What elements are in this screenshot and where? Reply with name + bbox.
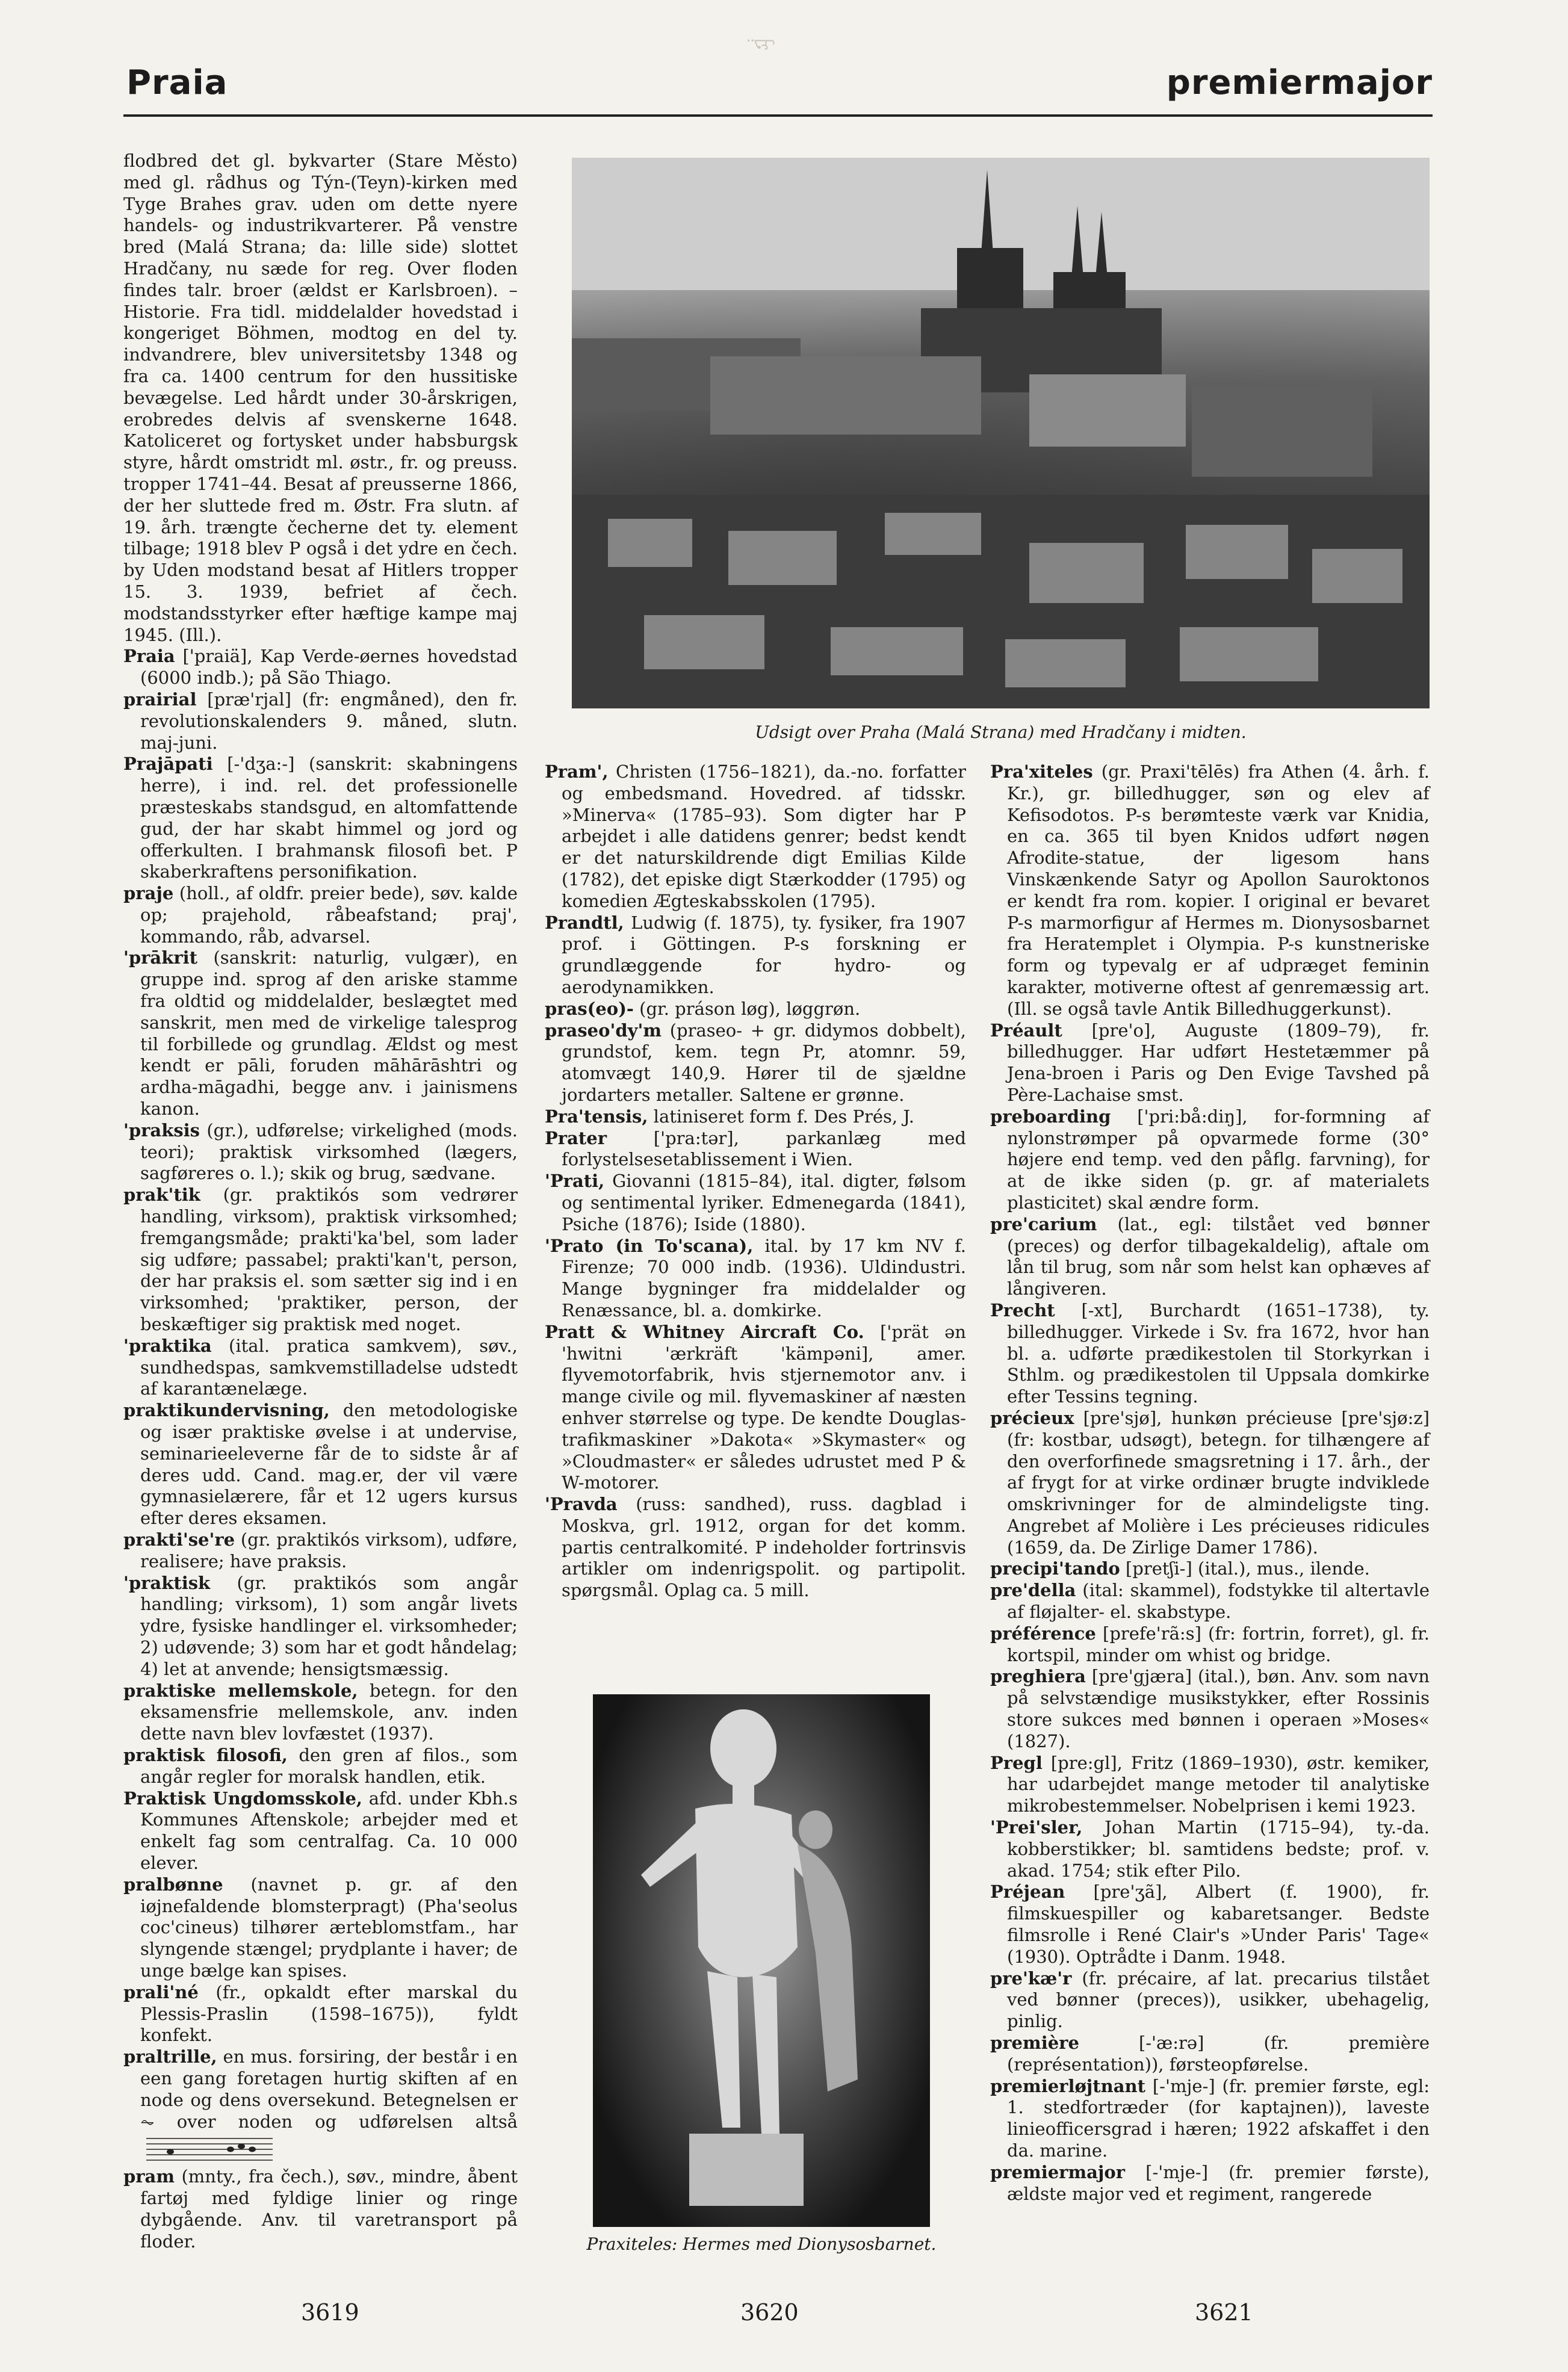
- music-notation: [146, 2132, 273, 2166]
- entry-text: (praseo- + gr. didymos dobbelt), grundstof, kem. tegn Pr, atomnr. 59, atomvægt 140,9. Hører til de sjældne jordarters metaller. Saltene er grønne.: [562, 1020, 966, 1105]
- entry-text: Christen (1756–1821), da.-no. forfatter og embedsmand. Hovedred. af tidsskr. »Minerva« (1785–93). Som digter har P arbejdet i alle datidens genrer; bedst kendt er det naturskildrende digt Emilias Kilde (1782), det episke digt Stærkodder (1795) og komedien Ægteskabsskolen (1795).: [562, 761, 966, 911]
- entry-headword: pre'kæ'r: [990, 1968, 1072, 1989]
- page-number-1: 3619: [301, 2299, 359, 2326]
- entry-text: (holl., af oldfr. preier bede), søv. kalde op; prajehold, råbeafstand; praj', kommando, råb, advarsel.: [140, 883, 518, 947]
- entry: [123, 689, 518, 754]
- entry: [123, 1982, 518, 2046]
- entry-text: (fr. précaire, af lat. precarius tilstået ved bønner (preces)), usikker, ubehagelig, pinlig.: [1007, 1968, 1430, 2032]
- entry: [123, 947, 518, 1119]
- entry-headword: Praia: [123, 646, 175, 667]
- entry: [545, 1128, 966, 1171]
- entry-headword: praltrille,: [123, 2046, 217, 2067]
- entry-text: ['pra:tər], parkanlæg med forlystelsesetablissement i Wien.: [562, 1127, 966, 1170]
- entry-headword: 'Pravda: [545, 1494, 618, 1515]
- entry-text: (gr.), udførelse; virkelighed (mods. teori); praktisk virksomhed (lægers, sagføreres o. l.); skik og brug, sædvane.: [140, 1119, 518, 1184]
- entry: [990, 1106, 1430, 1214]
- entry: [545, 1020, 966, 1106]
- entry-text: [-xt], Burchardt (1651–1738), ty. billedhugger. Virkede i Sv. fra 1672, hvor han bl. a. udførte prædikestolen til Storkyrkan i Sthlm. og prædikestolen til Uppsala domkirke efter Tessins tegning.: [1007, 1299, 1430, 1407]
- entry: [123, 883, 518, 947]
- hermes-statue-photo: [593, 1694, 930, 2227]
- entry-text: (lat., egl: tilstået ved bønner (preces) og derfor tilbagekaldelig), aftale om lån til brug, som når som helst kan ophæves af långiveren.: [1007, 1213, 1430, 1299]
- entry-text: [prefe'rã:s] (fr: fortrin, forret), gl. fr. kortspil, minder om whist og bridge.: [1007, 1623, 1430, 1665]
- hermes-statue-drawing: [593, 1694, 930, 2227]
- entry-text: ['prät ən 'hwitni 'ærkräft 'kämpəni], amer. flyvemotorfabrik, hvis stjernemotor anv. i mange civile og mil. flyvemaskiner af næsten enhver størrelse og type. De kendte Douglas-trafikmaskiner »Dakota« »Skymaster« og »Cloudmaster« er således udrustet med P & W-motorer.: [562, 1321, 966, 1493]
- entry-text: [-'mje-] (fr. premier første, egl: 1. stedfortræder (for kaptajnen)), laveste linieofficersgrad i hæren; 1922 afskaffet i den da. marine.: [1007, 2075, 1430, 2161]
- entry: [990, 1968, 1430, 2033]
- entry-text: ['praiä], Kap Verde-øernes hovedstad (6000 indb.); på São Thiago.: [140, 646, 518, 689]
- entry: [545, 1171, 966, 1235]
- entry: [123, 1573, 518, 1680]
- entry: [990, 761, 1430, 1020]
- entry-text: [pretʃi-] (ital.), mus., ilende.: [1120, 1558, 1370, 1579]
- entry-headword: Pratt & Whitney Aircraft Co.: [545, 1321, 864, 1342]
- entry: [545, 1236, 966, 1322]
- entry-headword: 'prākrit: [123, 947, 198, 968]
- entry-text: (mnty., fra čech.), søv., mindre, åbent fartøj med fyldige linier og ringe dybgående. Anv. til varetransport på floder.: [140, 2166, 518, 2252]
- entry-headword: preghiera: [990, 1666, 1086, 1687]
- entry: [990, 2033, 1430, 2076]
- entry-text: latiniseret form f. Des Prés, J.: [648, 1106, 914, 1127]
- entry-headword: prairial: [123, 689, 197, 710]
- entry-headword: Pregl: [990, 1752, 1043, 1773]
- entry: [990, 1408, 1430, 1559]
- entry: [545, 761, 966, 912]
- entry-text: (ital. pratica samkvem), søv., sundhedspas, samkvemstilladelse udstedt af karantænelæge.: [140, 1335, 518, 1399]
- entry-headword: Pra'xiteles: [990, 761, 1093, 782]
- entry-text: en mus. forsiring, der består i en een gang foretagen hurtig skiften af en node og dens oversekund. Betegnelsen er ⏦ over noden og udførelsen altså: [140, 2046, 518, 2132]
- entry-headword: Pram',: [545, 761, 609, 782]
- entry-headword: Préjean: [990, 1881, 1065, 1903]
- entry-text: (fr., opkaldt efter marskal du Plessis-Praslin (1598–1675)), fyldt konfekt.: [140, 1981, 518, 2046]
- entry: [123, 1400, 518, 1529]
- entry-text: (gr. praktikós som vedrører handling, virksom), praktisk virksomhed; fremgangsmåde; prakti'ka'bel, som lader sig udføre; passabel; prakti'kan't, person, der har praksis el. som sætter sig ind i en virksomhed; 'praktiker, person, der beskæftiger sig praktisk med noget.: [140, 1184, 518, 1335]
- entry-text: den gren af filos., som angår regler for moralsk handlen, etik.: [140, 1744, 518, 1787]
- entry: [990, 1580, 1430, 1623]
- entry-text: (gr. Praxi'tēlēs) fra Athen (4. årh. f. Kr.), gr. billedhugger, søn og elev af Kefisodotos. P-s berømteste værk var Knidia, en ca. 365 til byen Knidos udført nøgen Afrodite-statue, der ligesom hans Vinskænkende Satyr og Apollon Sauroktonos er kendt fra rom. kopier. I original er bevaret P-s marmorfigur af Hermes m. Dionysosbarnet fra Heratemplet i Olympia. P-s kunstneriske form og typevalg er af udpræget feminin karakter, motiverne oftest af genremæssig art. (Ill. se også tavle Antik Billedhuggerkunst).: [1007, 761, 1430, 1019]
- entry: [545, 1106, 966, 1128]
- entry-text: (russ: sandhed), russ. dagblad i Moskva, grl. 1912, organ for det komm. partis centralkomité. P indeholder fortrinsvis artikler om indenrigspolit. og partipolit. spørgsmål. Oplag ca. 5 mill.: [562, 1494, 966, 1601]
- entry: [123, 1529, 518, 1573]
- entry-headword: praje: [123, 883, 174, 904]
- entry-headword: praktikundervisning,: [123, 1400, 330, 1421]
- entry-text: afd. under Kbh.s Kommunes Aftenskole; arbejder med et enkelt fag som centralfag. Ca. 10 000 elever.: [140, 1788, 518, 1873]
- entry-headword: 'praksis: [123, 1119, 200, 1141]
- page-number-2: 3620: [740, 2299, 799, 2326]
- entry-text: (sanskrit: naturlig, vulgær), en gruppe ind. sprog af den ariske stamme fra oldtid og middelalder, beslægtet med sanskrit, men med de virkelige talesprog til forbillede og grundlag. Ældst og mest kendt er pāli, foruden māhārāshtri og ardha-māgadhi, begge anv. i jainismens kanon.: [140, 947, 518, 1119]
- entry: [123, 754, 518, 883]
- entry-text: [-'æ:rə] (fr. première (représentation)), førsteopførelse.: [1007, 2033, 1430, 2075]
- entry: [123, 1184, 518, 1336]
- entry: [123, 1336, 518, 1400]
- running-head-left: Praia: [126, 63, 228, 102]
- entry-text: ital. by 17 km NV f. Firenze; 70 000 indb. (1936). Uldindustri. Mange bygninger fra middelalder og Renæssance, bl. a. domkirke.: [562, 1235, 966, 1321]
- hermes-photo-caption: Praxiteles: Hermes med Dionysosbarnet.: [586, 2234, 937, 2254]
- entry: [123, 2046, 518, 2166]
- entry: [990, 1666, 1430, 1752]
- praha-photo: [572, 158, 1430, 708]
- entry-headword: Prater: [545, 1127, 607, 1148]
- entry: [990, 1020, 1430, 1106]
- entry: [545, 912, 966, 999]
- entry-headword: pram: [123, 2166, 175, 2187]
- entry-headword: premiermajor: [990, 2161, 1126, 2182]
- entry: [545, 1494, 966, 1602]
- entry-headword: pre'carium: [990, 1213, 1097, 1234]
- entry: [123, 1788, 518, 1874]
- entry: [990, 1558, 1430, 1580]
- entry-headword: praktiske mellemskole,: [123, 1680, 358, 1701]
- entry-text: (gr. praktikós som angår handling; virksom), 1) som angår livets ydre, fysiske handlinger el. virksomheder; 2) udøvende; 3) som har et godt håndelag; 4) let at anvende; hensigtsmæssig.: [140, 1572, 518, 1679]
- entry: [990, 1300, 1430, 1408]
- entry-text: Giovanni (1815–84), ital. digter, følsom og sentimental lyriker. Edmenegarda (1841), Psiche (1876); Iside (1880).: [562, 1171, 966, 1234]
- entry-headword: Prandtl,: [545, 912, 624, 933]
- entry-headword: prak'tik: [123, 1184, 200, 1206]
- entry-headword: précieux: [990, 1407, 1074, 1428]
- entry: [990, 2162, 1430, 2205]
- entry: [123, 1120, 518, 1184]
- entry-headword: pralbønne: [123, 1874, 223, 1895]
- entry: [990, 2076, 1430, 2162]
- entry: [545, 1322, 966, 1494]
- entry: [123, 1680, 518, 1745]
- entry-text: flodbred det gl. bykvarter (Stare Město) med gl. rådhus og Týn-(Teyn)-kirken med Tyge Brahes grav. uden om dette nyere handels- og industrikvarterer. På venstre bred (Malá Strana; da: lille side) slottet Hradčany, nu sæde for reg. Over floden findes talr. broer (ældst er Karlsbroen). – Historie. Fra tidl. middelalder hovedstad i kongeriget Böhmen, modtog en del ty. indvandrere, blev universitetsby 1348 og fra ca. 1400 centrum for den hussitiske bevægelse. Led hårdt under 30-årskrigen, erobredes delvis af svenskerne 1648. Katoliceret og fortysket under habsburgsk styre, hårdt omstridt ml. østr., fr. og preuss. tropper 1741–44. Besat af preusserne 1866, der her sluttede fred m. Østr. Fra slutn. af 19. årh. trængte čecherne det ty. element tilbage; 1918 blev P også i det ydre en čech. by Uden modstand besat af Hitlers tropper 15. 3. 1939, befriet af čech. modstandsstyrker efter hæftige kampe maj 1945. (Ill.).: [123, 150, 518, 645]
- entry-text: [pre'gjæra] (ital.), bøn. Anv. som navn på selvstændige musikstykker, efter Rossinis store sukces med bønnen i operaen »Moses« (1827).: [1007, 1666, 1430, 1751]
- entry-headword: préférence: [990, 1623, 1096, 1644]
- entry-text: (ital: skammel), fodstykke til altertavle af fløjalter- el. skabstype.: [1007, 1580, 1430, 1623]
- entry-headword: 'Prei'sler,: [990, 1817, 1083, 1838]
- entry-headword: Precht: [990, 1299, 1055, 1321]
- entry-headword: Praktisk Ungdomsskole,: [123, 1788, 363, 1809]
- entry-text: ['pri:bå:diŋ], for-formning af nylonstrømper på opvarmede forme (30° højere end temp. ved den påflg. farvning), for at de ikke siden (p. gr. af materialets plasticitet) skal ændre form.: [1007, 1106, 1430, 1213]
- entry-text: Ludwig (f. 1875), ty. fysiker, fra 1907 prof. i Göttingen. P-s forskning er grundlæggende for hydro- og aerodynamikken.: [562, 912, 966, 997]
- entry-headword: 'praktika: [123, 1335, 212, 1356]
- entry-headword: première: [990, 2033, 1079, 2054]
- entry: [990, 1214, 1430, 1300]
- praha-photo-caption: Udsigt over Praha (Malá Strana) med Hradčany i midten.: [755, 722, 1247, 742]
- entry-text: [-'mje-] (fr. premier første), ældste major ved et regiment, rangerede: [1007, 2161, 1430, 2204]
- entry-headword: Prajāpati: [123, 754, 213, 775]
- entry-text: [pre:gl], Fritz (1869–1930), østr. kemiker, har udarbejdet mange metoder til analytiske mikrobestemmelser. Nobelprisen i kemi 1923.: [1007, 1752, 1430, 1816]
- running-head-right: premiermajor: [1166, 63, 1433, 102]
- entry: [123, 2166, 518, 2252]
- entry: [990, 1817, 1430, 1881]
- entry-headword: praseo'dy'm: [545, 1020, 662, 1041]
- entry-headword: pras(eo)-: [545, 998, 634, 1019]
- entry: [545, 999, 966, 1020]
- page-number-3: 3621: [1195, 2299, 1253, 2326]
- entry-headword: Préault: [990, 1020, 1062, 1041]
- entry-text: [pre'o], Auguste (1809–79), fr. billedhugger. Har udført Hestetæmmer på Jena-broen i Paris og Den Evige Tavshed på Père-Lachaise smst.: [1007, 1020, 1430, 1105]
- entry-headword: precipi'tando: [990, 1558, 1120, 1579]
- entry-headword: premierløjtnant: [990, 2075, 1146, 2096]
- entry-text: den metodologiske og især praktiske øvelse i at undervise, seminarieeleverne får de to sidste år af deres udd. Cand. mag.er, der vil være gymnasielærere, får et 12 ugers kursus efter deres eksamen.: [140, 1400, 518, 1529]
- entry-text: [pre'ʒã], Albert (f. 1900), fr. filmskuespiller og kabaretsanger. Bedste filmsrolle i René Clair's »Under Paris' Tage« (1930). Optrådte i Danm. 1948.: [1007, 1881, 1430, 1967]
- column-2: [545, 761, 966, 1670]
- entry: [123, 646, 518, 689]
- entry: [990, 1623, 1430, 1667]
- entry: [123, 150, 518, 646]
- entry-text: Johan Martin (1715–94), ty.-da. kobberstikker; bl. samtidens bedste; prof. v. akad. 1754; stik efter Pilo.: [1007, 1817, 1430, 1881]
- entry-headword: prakti'se're: [123, 1529, 235, 1550]
- entry: [990, 1881, 1430, 1968]
- entry: [123, 1745, 518, 1788]
- entry-headword: pre'della: [990, 1580, 1076, 1601]
- entry-text: (navnet p. gr. af den iøjnefaldende blomsterpragt) (Pha'seolus coc'cineus) tilhører ærteblomstfam., har slyngende stængel; prydplante i haver; de unge bælge kan spises.: [140, 1874, 518, 1981]
- entry-text: (gr. praktikós virksom), udføre, realisere; have praksis.: [140, 1529, 518, 1572]
- entry-text: betegn. for den eksamensfrie mellemskole, anv. inden dette navn blev lovfæstet (1937).: [140, 1680, 518, 1744]
- entry: [123, 1874, 518, 1982]
- praha-photo-drawing: [572, 158, 1430, 708]
- entry-text: [-'dʒa:-] (sanskrit: skabningens herre), i ind. rel. det professionelle præsteskabs standsgud, en altomfattende gud, der har skabt himmel og jord og offerkulten. I brahmansk filosofi bet. P skaberkraftens personifikation.: [140, 754, 518, 882]
- entry-text: (gr. práson løg), løggrøn.: [633, 998, 861, 1019]
- header-rule: [123, 114, 1433, 117]
- entry-headword: 'Prati,: [545, 1171, 605, 1192]
- entry-headword: prali'né: [123, 1981, 199, 2002]
- entry-text: [præ'rjal] (fr: engmåned), den fr. revolutionskalenders 9. måned, slutn. maj-juni.: [140, 689, 518, 753]
- entry: [990, 1753, 1430, 1817]
- entry-headword: 'praktisk: [123, 1572, 211, 1593]
- column-1: [123, 150, 518, 2252]
- watermark: ᠃ᢏᢋ: [743, 33, 775, 51]
- entry-text: [pre'sjø], hunkøn précieuse [pre'sjø:z] (fr: kostbar, udsøgt), betegn. for tilhængere af den overforfinede smagsretning i 17. årh., der af frygt for at virke ordinær brugte indviklede omskrivninger for de almindeligste ting. Angrebet af Molière i Les précieuses ridicules (1659, da. De Zirlige Damer 1786).: [1007, 1407, 1430, 1558]
- column-3: [990, 761, 1430, 2260]
- entry-headword: 'Prato (in To'scana),: [545, 1235, 754, 1256]
- entry-headword: Pra'tensis,: [545, 1106, 648, 1127]
- entry-headword: preboarding: [990, 1106, 1111, 1127]
- entry-headword: praktisk filosofi,: [123, 1744, 288, 1765]
